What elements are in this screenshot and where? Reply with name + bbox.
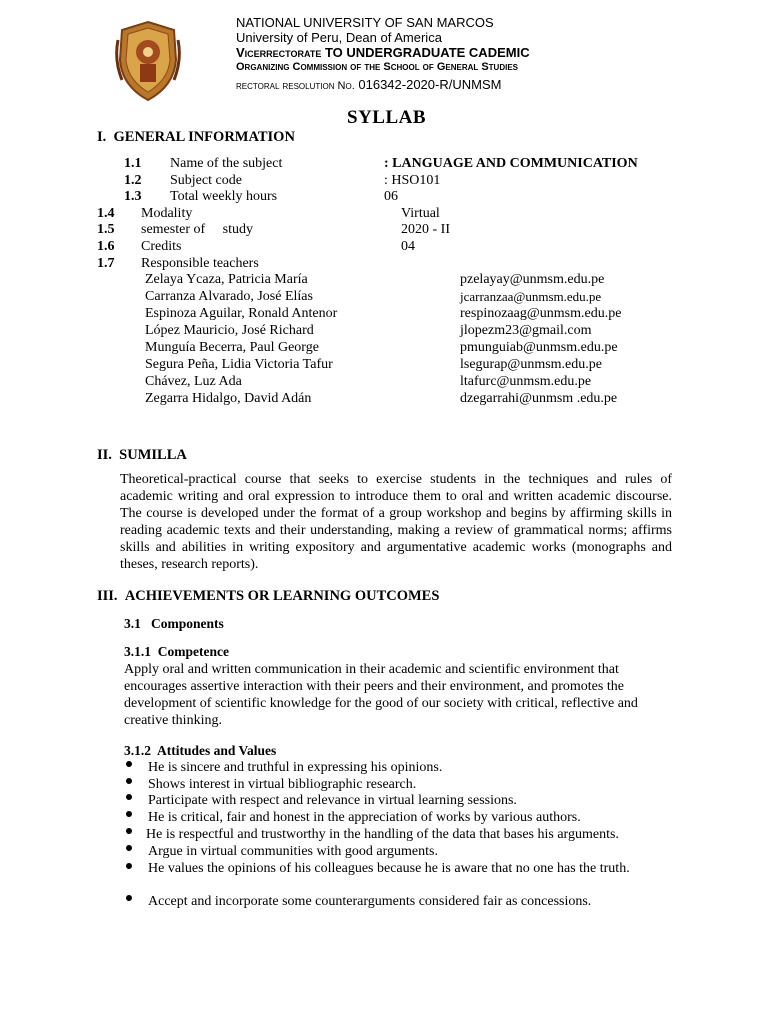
list-item: He values the opinions of his colleagues because he is aware that no one has the truth. <box>148 861 630 876</box>
list-item: Accept and incorporate some counterarguments considered fair as concessions. <box>148 894 592 909</box>
list-item: He is respectful and trustworthy in the handling of the data that bases his arguments. <box>146 827 619 842</box>
header-university-name: NATIONAL UNIVERSITY OF SAN MARCOS <box>236 15 494 30</box>
teacher-name: Chávez, Luz Ada <box>145 374 242 389</box>
info-row: 1.6 Credits <box>97 239 182 254</box>
section-heading-achievements: III. ACHIEVEMENTS OR LEARNING OUTCOMES <box>97 588 440 604</box>
list-item: Participate with respect and relevance in virtual learning sessions. <box>148 793 517 808</box>
info-value: 2020 - II <box>401 222 450 237</box>
info-value: 06 <box>384 189 398 204</box>
teacher-name: Munguía Becerra, Paul George <box>145 340 319 355</box>
info-row: 1.5 semester of study <box>97 222 253 237</box>
teacher-email: jcarranzaa@unmsm.edu.pe <box>460 289 602 304</box>
sumilla-text: Theoretical-practical course that seeks to exercise students in the techniques and rules of academic writing and oral expression to introduce them to oral and written academic discourse. The course is developed under the format of a group workshop and begins by affirming skills in reading academic texts and their understanding, making a review of grammatical norms; affirms skills and abilities in writing expository and argumentative academic works (monographs and theses, research reports). <box>120 472 672 572</box>
list-item: Argue in virtual communities with good arguments. <box>148 844 438 859</box>
info-row: 1.3 Total weekly hours <box>124 189 278 204</box>
bullet-icon <box>126 895 132 901</box>
header-university-subtitle: University of Peru, Dean of America <box>236 30 442 45</box>
bullet-icon <box>126 794 132 800</box>
teacher-name: Espinoza Aguilar, Ronald Antenor <box>145 306 338 321</box>
teacher-name: Carranza Alvarado, José Elías <box>145 289 313 304</box>
teacher-email: pmunguiab@unmsm.edu.pe <box>460 340 618 355</box>
components-heading: 3.1 Components <box>124 616 224 631</box>
teacher-email: lsegurap@unmsm.edu.pe <box>460 357 602 372</box>
teacher-name: Zelaya Ycaza, Patricia María <box>145 272 308 287</box>
info-value: : LANGUAGE AND COMMUNICATION <box>384 156 638 171</box>
bullet-icon <box>126 761 132 767</box>
competence-heading: 3.1.1 Competence <box>124 644 229 659</box>
bullet-icon <box>126 811 132 817</box>
info-value: 04 <box>401 239 415 254</box>
list-item: Shows interest in virtual bibliographic research. <box>148 777 417 792</box>
teacher-email: ltafurc@unmsm.edu.pe <box>460 374 592 389</box>
info-row: 1.2 Subject code <box>124 173 242 188</box>
bullet-icon <box>126 863 132 869</box>
teacher-email: pzelayay@unmsm.edu.pe <box>460 272 605 287</box>
list-item: He is sincere and truthful in expressing his opinions. <box>148 760 443 775</box>
info-value: Virtual <box>401 206 440 221</box>
competence-text: Apply oral and written communication in their academic and scientific environment that encourages assertive interaction with their peers and their environment, and promotes the development of scientific knowledge for the good of our society with critical, reflective and creative thinking. <box>124 662 638 728</box>
page-title: SYLLAB <box>347 107 427 128</box>
teacher-email: respinozaag@unmsm.edu.pe <box>460 306 622 321</box>
header-resolution: rectoral resolution No. 016342-2020-R/UNMSM <box>236 77 502 92</box>
university-crest-icon <box>114 20 182 102</box>
bullet-icon <box>126 828 132 834</box>
teacher-email: dzegarrahi@unmsm .edu.pe <box>460 391 618 406</box>
header-commission: Organizing Commission of the School of General Studies <box>236 61 519 73</box>
teacher-name: López Mauricio, José Richard <box>145 323 314 338</box>
info-value: : HSO101 <box>384 173 441 188</box>
bullet-icon <box>126 778 132 784</box>
section-heading-general: I. GENERAL INFORMATION <box>97 129 295 145</box>
bullet-icon <box>126 845 132 851</box>
teacher-email: jlopezm23@gmail.com <box>460 323 592 338</box>
info-row: 1.7 Responsible teachers <box>97 256 259 271</box>
teacher-name: Zegarra Hidalgo, David Adán <box>145 391 312 406</box>
header-vicerrectorate: Vicerrectorate TO UNDERGRADUATE CADEMIC <box>236 45 530 60</box>
info-row: 1.4 Modality <box>97 206 193 221</box>
info-row: 1.1 Name of the subject <box>124 156 283 171</box>
section-heading-sumilla: II. SUMILLA <box>97 447 187 463</box>
attitudes-heading: 3.1.2 Attitudes and Values <box>124 743 277 758</box>
teacher-name: Segura Peña, Lidia Victoria Tafur <box>145 357 333 372</box>
list-item: He is critical, fair and honest in the appreciation of works by various authors. <box>148 810 581 825</box>
